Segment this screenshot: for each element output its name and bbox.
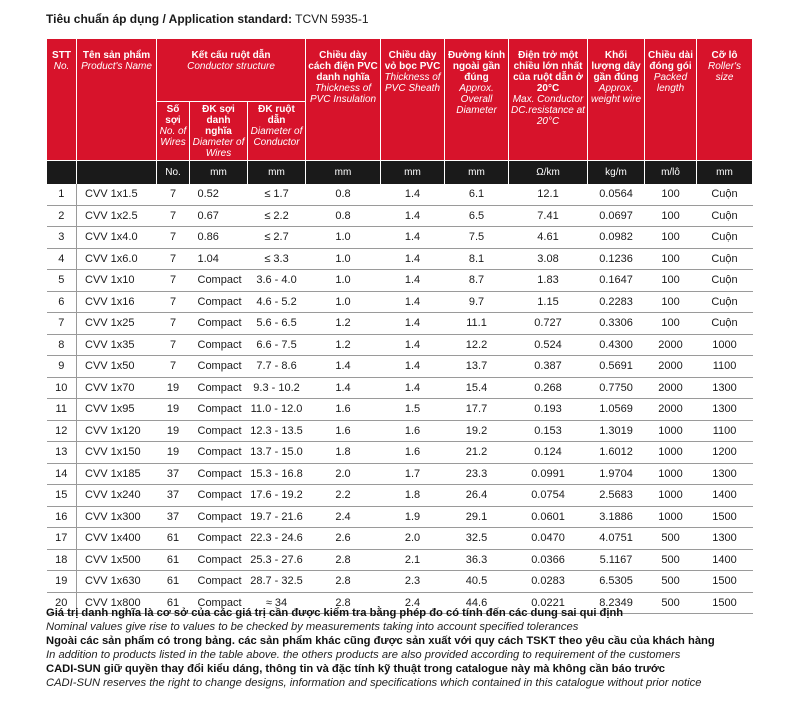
table-row — [47, 549, 753, 571]
cell-roller-size: Cuộn — [697, 184, 753, 205]
cell-wire-diameter: Compact — [190, 291, 248, 313]
cell-insulation: 1.4 — [306, 377, 381, 399]
cell-weight: 0.3306 — [588, 313, 645, 335]
cell-dc-resistance: 3.08 — [509, 248, 588, 270]
cell-stt: 15 — [47, 485, 77, 507]
unit-cell: No. — [157, 161, 190, 185]
cell-stt: 6 — [47, 291, 77, 313]
cell-product-name: CVV 1x240 — [77, 485, 157, 507]
cell-roller-size: Cuộn — [697, 313, 753, 335]
cell-dc-resistance: 0.0366 — [509, 549, 588, 571]
cell-overall-diameter: 8.1 — [445, 248, 509, 270]
cell-stt: 18 — [47, 549, 77, 571]
cell-wire-diameter: Compact — [190, 442, 248, 464]
unit-cell: mm — [697, 161, 753, 185]
table-row — [47, 291, 753, 313]
cell-overall-diameter: 6.5 — [445, 205, 509, 227]
cell-conductor-diameter: 25.3 - 27.6 — [248, 549, 306, 571]
table-row — [47, 420, 753, 442]
cell-sheath: 1.4 — [381, 377, 445, 399]
application-standard — [46, 12, 369, 26]
cell-wires: 19 — [157, 420, 190, 442]
cell-weight: 8.2349 — [588, 592, 645, 614]
cell-overall-diameter: 26.4 — [445, 485, 509, 507]
cell-weight: 1.0569 — [588, 399, 645, 421]
cell-wire-diameter: Compact — [190, 571, 248, 593]
cell-wire-diameter: 1.04 — [190, 248, 248, 270]
cell-wires: 7 — [157, 334, 190, 356]
table-row — [47, 506, 753, 528]
table-row — [47, 571, 753, 593]
unit-cell: mm — [190, 161, 248, 185]
cell-sheath: 1.7 — [381, 463, 445, 485]
cell-roller-size: Cuộn — [697, 227, 753, 249]
cell-dc-resistance: 1.15 — [509, 291, 588, 313]
notes-block — [46, 606, 715, 690]
cell-product-name: CVV 1x400 — [77, 528, 157, 550]
cell-insulation: 2.8 — [306, 571, 381, 593]
cell-overall-diameter: 6.1 — [445, 184, 509, 205]
cell-conductor-diameter: 13.7 - 15.0 — [248, 442, 306, 464]
table-row — [47, 399, 753, 421]
cell-overall-diameter: 21.2 — [445, 442, 509, 464]
units-row — [47, 161, 753, 185]
note-english: CADI-SUN reserves the right to change designs, information and specifications which contained in this catalogue without prior notice — [46, 677, 702, 689]
cell-sheath: 1.4 — [381, 270, 445, 292]
cell-stt: 10 — [47, 377, 77, 399]
cell-conductor-diameter: ≤ 2.7 — [248, 227, 306, 249]
cell-conductor-diameter: ≤ 3.3 — [248, 248, 306, 270]
cell-wires: 37 — [157, 506, 190, 528]
unit-cell: mm — [248, 161, 306, 185]
cell-roller-size: Cuộn — [697, 291, 753, 313]
cell-sheath: 1.4 — [381, 205, 445, 227]
cell-overall-diameter: 29.1 — [445, 506, 509, 528]
cell-wire-diameter: Compact — [190, 313, 248, 335]
cell-product-name: CVV 1x2.5 — [77, 205, 157, 227]
cell-stt: 8 — [47, 334, 77, 356]
cell-wires: 7 — [157, 205, 190, 227]
cell-wire-diameter: Compact — [190, 528, 248, 550]
cell-sheath: 1.8 — [381, 485, 445, 507]
cell-roller-size: 1400 — [697, 549, 753, 571]
standard-value: TCVN 5935-1 — [295, 12, 369, 26]
cell-stt: 9 — [47, 356, 77, 378]
cell-wires: 7 — [157, 313, 190, 335]
header-stt: STT No. — [47, 39, 77, 161]
cell-insulation: 1.2 — [306, 334, 381, 356]
cell-product-name: CVV 1x1.5 — [77, 184, 157, 205]
cell-wires: 7 — [157, 270, 190, 292]
cell-overall-diameter: 13.7 — [445, 356, 509, 378]
cell-stt: 1 — [47, 184, 77, 205]
cell-wire-diameter: Compact — [190, 399, 248, 421]
cell-sheath: 1.9 — [381, 506, 445, 528]
cell-sheath: 1.4 — [381, 291, 445, 313]
cell-wire-diameter: Compact — [190, 334, 248, 356]
unit-cell — [47, 161, 77, 185]
cell-product-name: CVV 1x25 — [77, 313, 157, 335]
cell-insulation: 2.6 — [306, 528, 381, 550]
cell-roller-size: 1000 — [697, 334, 753, 356]
cell-packed-length: 2000 — [645, 356, 697, 378]
cell-product-name: CVV 1x500 — [77, 549, 157, 571]
cell-packed-length: 100 — [645, 227, 697, 249]
cell-stt: 20 — [47, 592, 77, 614]
cell-sheath: 1.4 — [381, 356, 445, 378]
cell-weight: 0.1647 — [588, 270, 645, 292]
cell-conductor-diameter: 12.3 - 13.5 — [248, 420, 306, 442]
cell-weight: 5.1167 — [588, 549, 645, 571]
cell-roller-size: Cuộn — [697, 270, 753, 292]
table-row — [47, 248, 753, 270]
cell-packed-length: 1000 — [645, 420, 697, 442]
cell-roller-size: 1300 — [697, 528, 753, 550]
cell-weight: 0.0697 — [588, 205, 645, 227]
table-row — [47, 442, 753, 464]
cell-packed-length: 100 — [645, 291, 697, 313]
cell-packed-length: 2000 — [645, 334, 697, 356]
cell-product-name: CVV 1x95 — [77, 399, 157, 421]
cell-dc-resistance: 12.1 — [509, 184, 588, 205]
table-row — [47, 485, 753, 507]
cell-product-name: CVV 1x70 — [77, 377, 157, 399]
cell-insulation: 1.0 — [306, 270, 381, 292]
unit-cell: m/lô — [645, 161, 697, 185]
cell-weight: 0.0982 — [588, 227, 645, 249]
cell-wire-diameter: Compact — [190, 485, 248, 507]
cell-insulation: 2.2 — [306, 485, 381, 507]
cell-wires: 7 — [157, 248, 190, 270]
cell-conductor-diameter: ≤ 2.2 — [248, 205, 306, 227]
cell-overall-diameter: 11.1 — [445, 313, 509, 335]
header-conductor-diameter: ĐK ruột dẫn Diameter of Conductor — [248, 102, 306, 161]
header-packed-length: Chiều dài đóng gói Packed length — [645, 39, 697, 161]
cell-conductor-diameter: ≤ 1.7 — [248, 184, 306, 205]
table-row — [47, 313, 753, 335]
header-roller-size: Cỡ lô Roller's size — [697, 39, 753, 161]
cell-wire-diameter: Compact — [190, 356, 248, 378]
cell-insulation: 2.8 — [306, 549, 381, 571]
cell-overall-diameter: 9.7 — [445, 291, 509, 313]
cell-weight: 4.0751 — [588, 528, 645, 550]
cell-roller-size: Cuộn — [697, 248, 753, 270]
cell-sheath: 1.4 — [381, 313, 445, 335]
cell-conductor-diameter: ≈ 34 — [248, 592, 306, 614]
cell-roller-size: 1300 — [697, 377, 753, 399]
cell-conductor-diameter: 17.6 - 19.2 — [248, 485, 306, 507]
cell-roller-size: 1500 — [697, 506, 753, 528]
cell-wires: 61 — [157, 549, 190, 571]
cell-overall-diameter: 7.5 — [445, 227, 509, 249]
table-body — [47, 184, 753, 614]
cell-weight: 6.5305 — [588, 571, 645, 593]
cell-sheath: 1.5 — [381, 399, 445, 421]
cell-wires: 19 — [157, 442, 190, 464]
cell-stt: 4 — [47, 248, 77, 270]
table-row — [47, 205, 753, 227]
cell-weight: 0.2283 — [588, 291, 645, 313]
cell-wires: 37 — [157, 485, 190, 507]
cell-wires: 37 — [157, 463, 190, 485]
cell-weight: 1.3019 — [588, 420, 645, 442]
cell-dc-resistance: 0.268 — [509, 377, 588, 399]
cell-product-name: CVV 1x4.0 — [77, 227, 157, 249]
cell-insulation: 1.2 — [306, 313, 381, 335]
cell-overall-diameter: 44.6 — [445, 592, 509, 614]
cell-insulation: 1.0 — [306, 248, 381, 270]
cell-weight: 1.6012 — [588, 442, 645, 464]
cell-packed-length: 100 — [645, 270, 697, 292]
unit-cell — [77, 161, 157, 185]
cell-insulation: 1.8 — [306, 442, 381, 464]
cell-product-name: CVV 1x800 — [77, 592, 157, 614]
cell-wires: 19 — [157, 399, 190, 421]
cell-wires: 61 — [157, 571, 190, 593]
cell-insulation: 1.0 — [306, 227, 381, 249]
cell-overall-diameter: 8.7 — [445, 270, 509, 292]
cell-dc-resistance: 0.727 — [509, 313, 588, 335]
cell-wire-diameter: Compact — [190, 592, 248, 614]
cell-product-name: CVV 1x300 — [77, 506, 157, 528]
cell-packed-length: 2000 — [645, 377, 697, 399]
cell-overall-diameter: 40.5 — [445, 571, 509, 593]
cell-packed-length: 100 — [645, 184, 697, 205]
cell-conductor-diameter: 19.7 - 21.6 — [248, 506, 306, 528]
cell-packed-length: 1000 — [645, 485, 697, 507]
cell-stt: 19 — [47, 571, 77, 593]
cell-sheath: 1.6 — [381, 420, 445, 442]
cell-product-name: CVV 1x630 — [77, 571, 157, 593]
cell-stt: 3 — [47, 227, 77, 249]
cell-product-name: CVV 1x150 — [77, 442, 157, 464]
note-vietnamese: CADI-SUN giữ quyền thay đổi kiểu dáng, thông tin và đặc tính kỹ thuật trong catalogue này mà không cần báo trước — [46, 663, 666, 675]
cell-product-name: CVV 1x6.0 — [77, 248, 157, 270]
table-row — [47, 334, 753, 356]
cell-conductor-diameter: 6.6 - 7.5 — [248, 334, 306, 356]
header-weight: Khối lượng dây gần đúng Approx. weight wire — [588, 39, 645, 161]
table-row — [47, 184, 753, 205]
cell-stt: 13 — [47, 442, 77, 464]
unit-cell: mm — [381, 161, 445, 185]
cell-insulation: 2.0 — [306, 463, 381, 485]
cell-conductor-diameter: 3.6 - 4.0 — [248, 270, 306, 292]
cell-weight: 2.5683 — [588, 485, 645, 507]
cell-packed-length: 500 — [645, 528, 697, 550]
cell-insulation: 1.6 — [306, 420, 381, 442]
cell-wires: 7 — [157, 356, 190, 378]
cell-dc-resistance: 0.0754 — [509, 485, 588, 507]
cell-packed-length: 2000 — [645, 399, 697, 421]
cell-stt: 5 — [47, 270, 77, 292]
cell-wire-diameter: 0.67 — [190, 205, 248, 227]
cell-sheath: 2.3 — [381, 571, 445, 593]
cell-dc-resistance: 7.41 — [509, 205, 588, 227]
cell-dc-resistance: 0.0991 — [509, 463, 588, 485]
cell-packed-length: 100 — [645, 205, 697, 227]
cell-conductor-diameter: 7.7 - 8.6 — [248, 356, 306, 378]
cell-wires: 7 — [157, 184, 190, 205]
cell-stt: 14 — [47, 463, 77, 485]
cell-wire-diameter: Compact — [190, 463, 248, 485]
table-row — [47, 377, 753, 399]
cell-packed-length: 500 — [645, 549, 697, 571]
cell-wires: 7 — [157, 291, 190, 313]
unit-cell: mm — [445, 161, 509, 185]
cell-sheath: 2.1 — [381, 549, 445, 571]
cell-overall-diameter: 17.7 — [445, 399, 509, 421]
cell-conductor-diameter: 15.3 - 16.8 — [248, 463, 306, 485]
unit-cell: mm — [306, 161, 381, 185]
note-english: Nominal values give rise to values to be checked by measurements taking into account specified tolerances — [46, 621, 579, 633]
cell-wire-diameter: Compact — [190, 506, 248, 528]
header-insulation-thickness: Chiều dày cách điện PVC danh nghĩa Thickness of PVC Insulation — [306, 39, 381, 161]
cell-conductor-diameter: 11.0 - 12.0 — [248, 399, 306, 421]
cell-dc-resistance: 1.83 — [509, 270, 588, 292]
note-vietnamese: Ngoài các sản phẩm có trong bảng. các sản phẩm khác cũng được sản xuất với quy cách TSKT theo yêu cầu của khách hàng — [46, 635, 715, 647]
cell-packed-length: 1000 — [645, 463, 697, 485]
cell-sheath: 1.6 — [381, 442, 445, 464]
cell-dc-resistance: 0.153 — [509, 420, 588, 442]
header-wire-diameter: ĐK sợi danh nghĩa Diameter of Wires — [190, 102, 248, 161]
cell-wire-diameter: Compact — [190, 549, 248, 571]
table-row — [47, 356, 753, 378]
note-vietnamese: Giá trị danh nghĩa là cơ sở của các giá trị cần được kiểm tra bằng phép đo có tính đến các dung sai qui định — [46, 607, 624, 619]
cell-dc-resistance: 0.524 — [509, 334, 588, 356]
cell-wire-diameter: 0.52 — [190, 184, 248, 205]
cell-dc-resistance: 0.193 — [509, 399, 588, 421]
cell-weight: 0.7750 — [588, 377, 645, 399]
cell-product-name: CVV 1x35 — [77, 334, 157, 356]
cell-roller-size: 1500 — [697, 571, 753, 593]
cell-sheath: 2.0 — [381, 528, 445, 550]
unit-cell: Ω/km — [509, 161, 588, 185]
cell-conductor-diameter: 22.3 - 24.6 — [248, 528, 306, 550]
cell-weight: 0.5691 — [588, 356, 645, 378]
cell-conductor-diameter: 9.3 - 10.2 — [248, 377, 306, 399]
cell-roller-size: 1100 — [697, 420, 753, 442]
cell-packed-length: 1000 — [645, 506, 697, 528]
cell-insulation: 2.4 — [306, 506, 381, 528]
cell-sheath: 1.4 — [381, 184, 445, 205]
cell-weight: 1.9704 — [588, 463, 645, 485]
cell-dc-resistance: 0.0283 — [509, 571, 588, 593]
cell-roller-size: 1300 — [697, 399, 753, 421]
note-english: In addition to products listed in the table above. the others products are also provided according to requirement of the customers — [46, 649, 681, 661]
cell-conductor-diameter: 28.7 - 32.5 — [248, 571, 306, 593]
cell-product-name: CVV 1x16 — [77, 291, 157, 313]
cell-weight: 0.4300 — [588, 334, 645, 356]
cell-dc-resistance: 0.124 — [509, 442, 588, 464]
cell-wire-diameter: 0.86 — [190, 227, 248, 249]
cell-roller-size: 1200 — [697, 442, 753, 464]
cell-weight: 0.1236 — [588, 248, 645, 270]
cell-roller-size: 1400 — [697, 485, 753, 507]
cell-product-name: CVV 1x120 — [77, 420, 157, 442]
cell-weight: 0.0564 — [588, 184, 645, 205]
cell-wires: 7 — [157, 227, 190, 249]
cell-insulation: 2.8 — [306, 592, 381, 614]
cell-packed-length: 100 — [645, 248, 697, 270]
standard-label: Tiêu chuẩn áp dụng / Application standard: — [46, 12, 293, 26]
cell-roller-size: 1500 — [697, 592, 753, 614]
cell-packed-length: 1000 — [645, 442, 697, 464]
cell-packed-length: 100 — [645, 313, 697, 335]
cell-overall-diameter: 23.3 — [445, 463, 509, 485]
table-row — [47, 463, 753, 485]
table-row — [47, 270, 753, 292]
header-dc-resistance: Điện trở một chiều lớn nhất của ruột dẫn ở 20°C Max. Conductor DC.resistance at 20°C — [509, 39, 588, 161]
cell-roller-size: 1100 — [697, 356, 753, 378]
cell-wire-diameter: Compact — [190, 377, 248, 399]
cell-wire-diameter: Compact — [190, 420, 248, 442]
cell-insulation: 1.6 — [306, 399, 381, 421]
cell-dc-resistance: 0.387 — [509, 356, 588, 378]
cell-weight: 3.1886 — [588, 506, 645, 528]
header-product-name: Tên sản phẩm Product's Name — [77, 39, 157, 161]
header-sheath-thickness: Chiều dày vỏ bọc PVC Thickness of PVC Sheath — [381, 39, 445, 161]
cell-wires: 61 — [157, 528, 190, 550]
unit-cell: kg/m — [588, 161, 645, 185]
cell-packed-length: 500 — [645, 571, 697, 593]
cell-stt: 12 — [47, 420, 77, 442]
cell-stt: 17 — [47, 528, 77, 550]
cell-insulation: 1.4 — [306, 356, 381, 378]
cell-stt: 7 — [47, 313, 77, 335]
cell-insulation: 1.0 — [306, 291, 381, 313]
cell-insulation: 0.8 — [306, 184, 381, 205]
table-row — [47, 227, 753, 249]
cell-roller-size: 1300 — [697, 463, 753, 485]
cell-roller-size: Cuộn — [697, 205, 753, 227]
cell-insulation: 0.8 — [306, 205, 381, 227]
cell-stt: 2 — [47, 205, 77, 227]
cell-packed-length: 500 — [645, 592, 697, 614]
cell-dc-resistance: 0.0601 — [509, 506, 588, 528]
cell-sheath: 1.4 — [381, 334, 445, 356]
cell-overall-diameter: 12.2 — [445, 334, 509, 356]
cell-stt: 11 — [47, 399, 77, 421]
cell-stt: 16 — [47, 506, 77, 528]
header-conductor-structure: Kết cấu ruột dẫn Conductor structure — [157, 39, 306, 102]
cell-conductor-diameter: 5.6 - 6.5 — [248, 313, 306, 335]
cell-sheath: 2.4 — [381, 592, 445, 614]
cell-product-name: CVV 1x10 — [77, 270, 157, 292]
cell-product-name: CVV 1x50 — [77, 356, 157, 378]
cable-spec-table — [46, 38, 753, 614]
cell-wires: 19 — [157, 377, 190, 399]
cell-overall-diameter: 15.4 — [445, 377, 509, 399]
cell-wire-diameter: Compact — [190, 270, 248, 292]
cell-wires: 61 — [157, 592, 190, 614]
cell-dc-resistance: 0.0470 — [509, 528, 588, 550]
table-row — [47, 528, 753, 550]
cell-dc-resistance: 0.0221 — [509, 592, 588, 614]
cell-product-name: CVV 1x185 — [77, 463, 157, 485]
cell-dc-resistance: 4.61 — [509, 227, 588, 249]
header-wires: Số sợi No. of Wires — [157, 102, 190, 161]
cell-overall-diameter: 32.5 — [445, 528, 509, 550]
cell-overall-diameter: 19.2 — [445, 420, 509, 442]
header-overall-diameter: Đường kính ngoài gần đúng Approx. Overall Diameter — [445, 39, 509, 161]
cell-overall-diameter: 36.3 — [445, 549, 509, 571]
cell-sheath: 1.4 — [381, 248, 445, 270]
cell-conductor-diameter: 4.6 - 5.2 — [248, 291, 306, 313]
cell-sheath: 1.4 — [381, 227, 445, 249]
